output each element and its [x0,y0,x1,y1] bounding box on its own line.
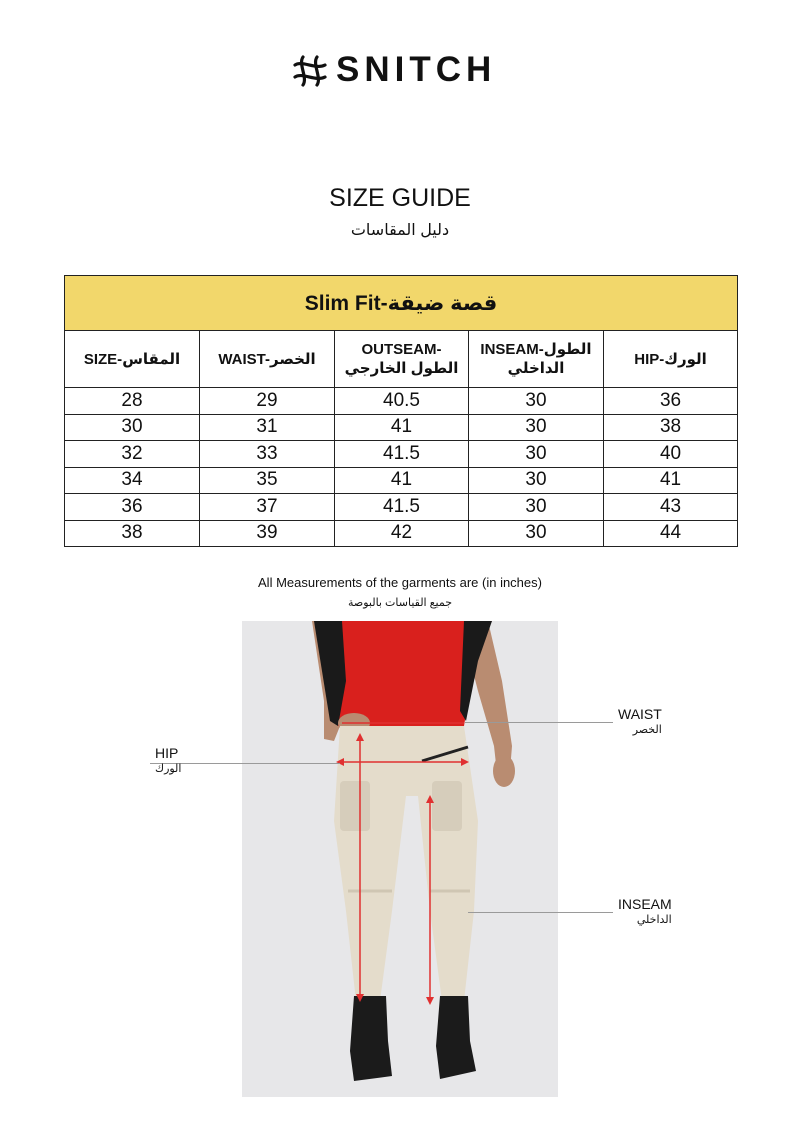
hash-knot-icon [292,54,328,88]
table-cell: 41 [335,414,469,441]
waist-leader-line [465,722,613,723]
page-title: SIZE GUIDE [329,184,471,212]
table-cell: 30 [469,388,604,415]
table-cell: 37 [200,494,335,521]
table-cell: 30 [469,441,604,468]
column-header-outseam: OUTSEAM- الطول الخارجي [335,331,469,388]
table-cell: 39 [200,520,335,547]
table-cell: 30 [469,520,604,547]
model-photo [242,621,558,1097]
table-row [65,467,738,494]
table-cell: 36 [65,494,200,521]
hip-callout [155,745,181,777]
table-row [65,414,738,441]
table-cell: 41.5 [335,494,469,521]
table-cell: 34 [65,467,200,494]
table-cell: 41 [335,467,469,494]
table-cell: 31 [200,414,335,441]
column-header-size: SIZE-المقاس [65,331,200,388]
table-cell: 40 [604,441,738,468]
table-cell: 41.5 [335,441,469,468]
inseam-leader-line [468,912,613,913]
table-cell: 30 [469,414,604,441]
model-illustration [242,621,558,1097]
table-cell: 30 [469,494,604,521]
inseam-callout-label: INSEAM [618,896,672,912]
table-cell: 35 [200,467,335,494]
fit-header: Slim Fit-قصة ضيقة [65,276,738,331]
waist-callout [618,706,662,738]
hip-callout-label: HIP [155,745,179,761]
table-row [65,520,738,547]
table-cell: 42 [335,520,469,547]
table-cell: 30 [469,467,604,494]
table-row [65,494,738,521]
brand-header [0,52,800,92]
measurement-note: All Measurements of the garments are (in inches) [258,575,542,590]
waist-callout-label-arabic: الخصر [632,724,662,736]
table-cell: 40.5 [335,388,469,415]
column-header-inseam: INSEAM-الطول الداخلي [469,331,604,388]
measurement-note-arabic: جميع القياسات بالبوصة [347,597,453,609]
table-cell: 44 [604,520,738,547]
brand-name: SNITCH [336,50,497,89]
inseam-callout-label-arabic: الداخلي [636,914,672,926]
inseam-callout [618,896,672,928]
table-cell: 28 [65,388,200,415]
table-cell: 32 [65,441,200,468]
table-row [65,441,738,468]
table-cell: 33 [200,441,335,468]
table-cell: 41 [604,467,738,494]
page-title-arabic: دليل المقاسات [350,222,450,239]
waist-callout-label: WAIST [618,706,662,722]
size-table [64,275,738,547]
table-cell: 36 [604,388,738,415]
table-cell: 29 [200,388,335,415]
column-header-hip: HIP-الورك [604,331,738,388]
hip-callout-label-arabic: الورك [155,763,182,775]
table-row [65,388,738,415]
table-cell: 43 [604,494,738,521]
table-cell: 38 [604,414,738,441]
table-cell: 30 [65,414,200,441]
column-header-waist: WAIST-الخصر [200,331,335,388]
table-cell: 38 [65,520,200,547]
